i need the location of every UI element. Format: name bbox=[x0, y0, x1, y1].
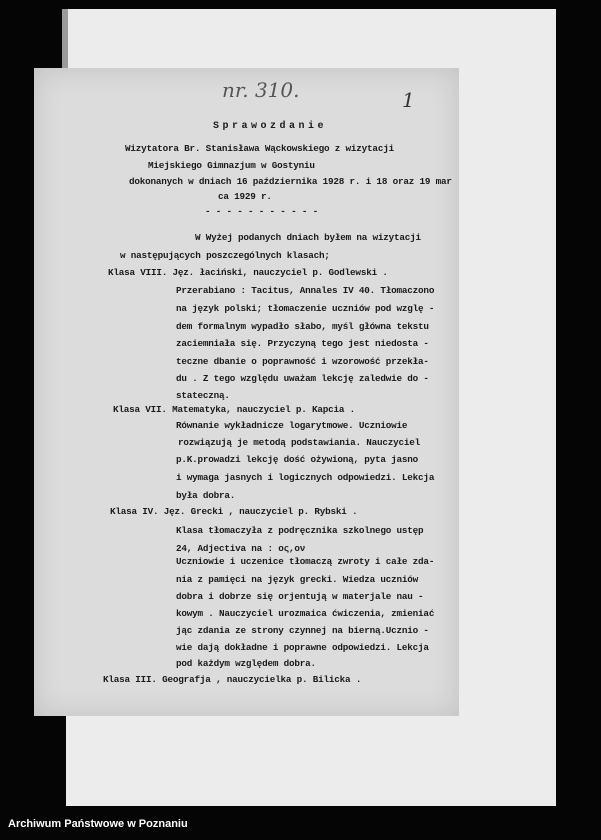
body-line: i wymaga jasnych i logicznych odpowiedzi. Lekcja bbox=[176, 472, 435, 483]
document-title: Sprawozdanie bbox=[213, 121, 328, 132]
archive-watermark: Archiwum Państwowe w Poznaniu bbox=[8, 818, 188, 830]
page-edge bbox=[62, 9, 68, 69]
handwritten-page-number: 1 bbox=[402, 88, 415, 112]
body-line: W Wyżej podanych dniach byłem na wizytacji bbox=[195, 232, 421, 243]
body-line: w następujących poszczególnych klasach; bbox=[120, 250, 330, 261]
body-line: Klasa IV. Jęz. Grecki , nauczyciel p. Rybski . bbox=[110, 506, 358, 517]
body-line: Klasa III. Geografja , nauczycielka p. Bilicka . bbox=[103, 674, 362, 685]
body-line: dobra i dobrze się orjentują w materjale nau - bbox=[176, 591, 424, 602]
body-line: Klasa VII. Matematyka, nauczyciel p. Kapcia . bbox=[113, 404, 356, 415]
body-line: dem formalnym wypadło słabo, myśl główna tekstu bbox=[176, 321, 429, 332]
body-line: Klasa VIII. Jęz. łaciński, nauczyciel p. Godlewski . bbox=[108, 267, 388, 278]
header-line: dokonanych w dniach 16 października 1928 r. i 18 oraz 19 mar bbox=[129, 176, 452, 187]
header-line: Miejskiego Gimnazjum w Gostyniu bbox=[148, 160, 315, 171]
body-line: była dobra. bbox=[176, 490, 236, 501]
body-line: Przerabiano : Tacitus, Annales IV 40. Tłomaczono bbox=[176, 285, 435, 296]
body-line: kowym . Nauczyciel urozmaica ćwiczenia, zmieniać bbox=[176, 608, 435, 619]
body-line: nia z pamięci na język grecki. Wiedza uczniów bbox=[176, 574, 419, 585]
body-line: du . Z tego względu uważam lekcję zaledwie do - bbox=[176, 373, 429, 384]
body-line: 24, Adjectiva na : ος,ον bbox=[176, 543, 306, 554]
body-line: Równanie wykładnicze logarytmowe. Uczniowie bbox=[176, 420, 408, 431]
header-line: ca 1929 r. bbox=[218, 191, 272, 202]
body-line: wie dają dokładne i poprawne odpowiedzi. Lekcja bbox=[176, 642, 429, 653]
handwritten-number: nr. 310. bbox=[222, 78, 300, 102]
body-line: Klasa tłomaczyła z podręcznika szkolnego ustęp bbox=[176, 525, 424, 536]
body-line: rozwiązują je metodą podstawiania. Nauczyciel bbox=[178, 437, 421, 448]
body-line: pod każdym względem dobra. bbox=[176, 658, 316, 669]
body-line: stateczną. bbox=[176, 390, 230, 401]
body-line: na język polski; tłomaczenie uczniów pod wzglę - bbox=[176, 303, 435, 314]
body-line: p.K.prowadzi lekcję dość ożywioną, pyta jasno bbox=[176, 454, 419, 465]
body-line: Uczniowie i uczenice tłomaczą zwroty i całe zda- bbox=[176, 556, 435, 567]
body-line: jąc zdania ze strony czynnej na bierną.Ucznio - bbox=[176, 625, 429, 636]
body-line: teczne dbanie o poprawność i wzorowość przekła- bbox=[176, 356, 429, 367]
header-line: Wizytatora Br. Stanisława Wąckowskiego z wizytacji bbox=[125, 143, 394, 154]
body-line: zaciemniała się. Przyczyną tego jest niedosta - bbox=[176, 338, 429, 349]
separator: - - - - - - - - - - - bbox=[205, 206, 318, 217]
